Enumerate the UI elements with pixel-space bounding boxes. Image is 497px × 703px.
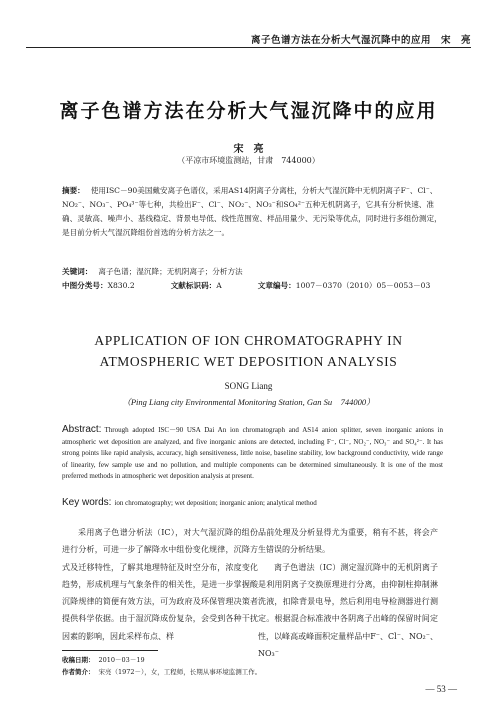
keywords-cn-label: 关键词：	[62, 267, 93, 276]
title-en	[0, 330, 497, 372]
running-head	[26, 30, 471, 48]
affiliation-en: （Ping Liang city Environmental Monitoring Station, Gan Su 744000）	[122, 397, 375, 407]
abstract-en-label: Abstract:	[62, 424, 102, 435]
page-number: — 53 —	[425, 684, 457, 694]
author-en: SONG Liang	[224, 381, 273, 391]
abstract-en	[62, 424, 443, 483]
keywords-en	[62, 497, 443, 508]
keywords-cn-text: 离子色谱；湿沉降；无机阴离子；分析方法	[98, 267, 243, 276]
classification-line	[62, 280, 443, 291]
abstract-en-text: Through adopted ISC－90 USA Dai An ion chromatograph and AS14 anion splitter, seven inorganic anions in atmospheric wet deposition are analyzed, and five inorganic anions are detected, including F⁻, Cl⁻, NO₂⁻, NO₃⁻ and SO₄²⁻. It has strong points like rapid analysis, accuracy, high sensitiveness, little noise, baseline stability, low background conductivity, wide range of linearity, few sample use and no pollution, and multiple components can be determined simultaneously. It is one of the most preferred methods in atmospheric wet deposition analysis at present.	[62, 426, 443, 481]
body-paragraph: 品前处理及分析显得尤为重要，稍有不甚，将会产生错误的分析结果。	[258, 528, 438, 555]
keywords-en-label: Key words:	[62, 497, 112, 508]
body-paragraph: 离子色谱法（IC）测定湿沉降中的无机阴离子是利用阴离子交换原理进行分离，由抑制柱抑制淋洗液，扣除背景电导，然后利用电导检测器进行测定。根据混合标准液中各阴离子出峰的保留时间定性，以峰高或峰面积定量样品中F⁻、Cl⁻、NO₂⁻、NO₃⁻	[258, 562, 438, 659]
clc-number: 中图分类号：X830.2	[62, 281, 135, 290]
author-cn: 宋 亮	[233, 144, 264, 155]
footnote-author-bio: 作者简介： 宋亮（1972－），女，工程师，长期从事环境监测工作。	[62, 668, 262, 676]
document-code: 文献标识码：A	[170, 281, 222, 290]
abstract-cn-label: 摘要：	[62, 186, 85, 195]
running-head-text: 离子色谱方法在分析大气湿沉降中的应用 宋 亮	[250, 35, 471, 46]
body-column-left	[62, 524, 258, 645]
title-cn: 离子色谱方法在分析大气湿沉降中的应用	[59, 100, 438, 122]
footnote-received: 收稿日期： 2010－03－19	[62, 656, 145, 664]
affiliation-cn: （平凉市环境监测站，甘肃 744000）	[177, 156, 320, 165]
body-paragraph: 采用离子色谱分析法（IC），对大气湿沉降的组份进行分析，可进一步了解降水中组份变化规律，沉降方式及迁移特性，了解其地理特征及时空分布，浓度变化趋势，形成机理与气象条件的相关性，是进一步掌握酸沉降规律的简便有效方法，可为政府及环保管理决策者提供科学依据。由于湿沉降成份复杂，会受到各种干扰因素的影响，因此采样布点、样	[62, 528, 258, 641]
keywords-en-text: ion chromatography; wet deposition; inorganic anion; analytical method	[114, 499, 317, 507]
title-en-line1: APPLICATION OF ION CHROMATOGRAPHY IN	[94, 333, 403, 348]
abstract-cn	[62, 184, 443, 240]
abstract-cn-text: 使用ISC－90美国戴安离子色谱仪，采用AS14阴离子分离柱，分析大气湿沉降中无机阴离子F⁻、Cl⁻、NO₂⁻、NO₃⁻、PO₄³⁻等七种，共检出F⁻、Cl⁻、NO₂⁻、NO₃⁻和SO₄²⁻五种无机阴离子，它具有分析快速、准确、灵敏高、噪声小、基线稳定、背景电导低、线性范围宽、样品用量少、无污染等优点，同时进行多组份测定，是目前分析大气湿沉降组份首选的分析方法之一。	[62, 186, 442, 237]
footnote-divider	[62, 650, 158, 651]
body-column-right	[258, 524, 438, 662]
article-number: 文章编号：1007－0370（2010）05－0053－03	[257, 281, 431, 290]
title-en-line2: ATMOSPHERIC WET DEPOSITION ANALYSIS	[99, 354, 398, 369]
keywords-cn	[62, 266, 443, 277]
